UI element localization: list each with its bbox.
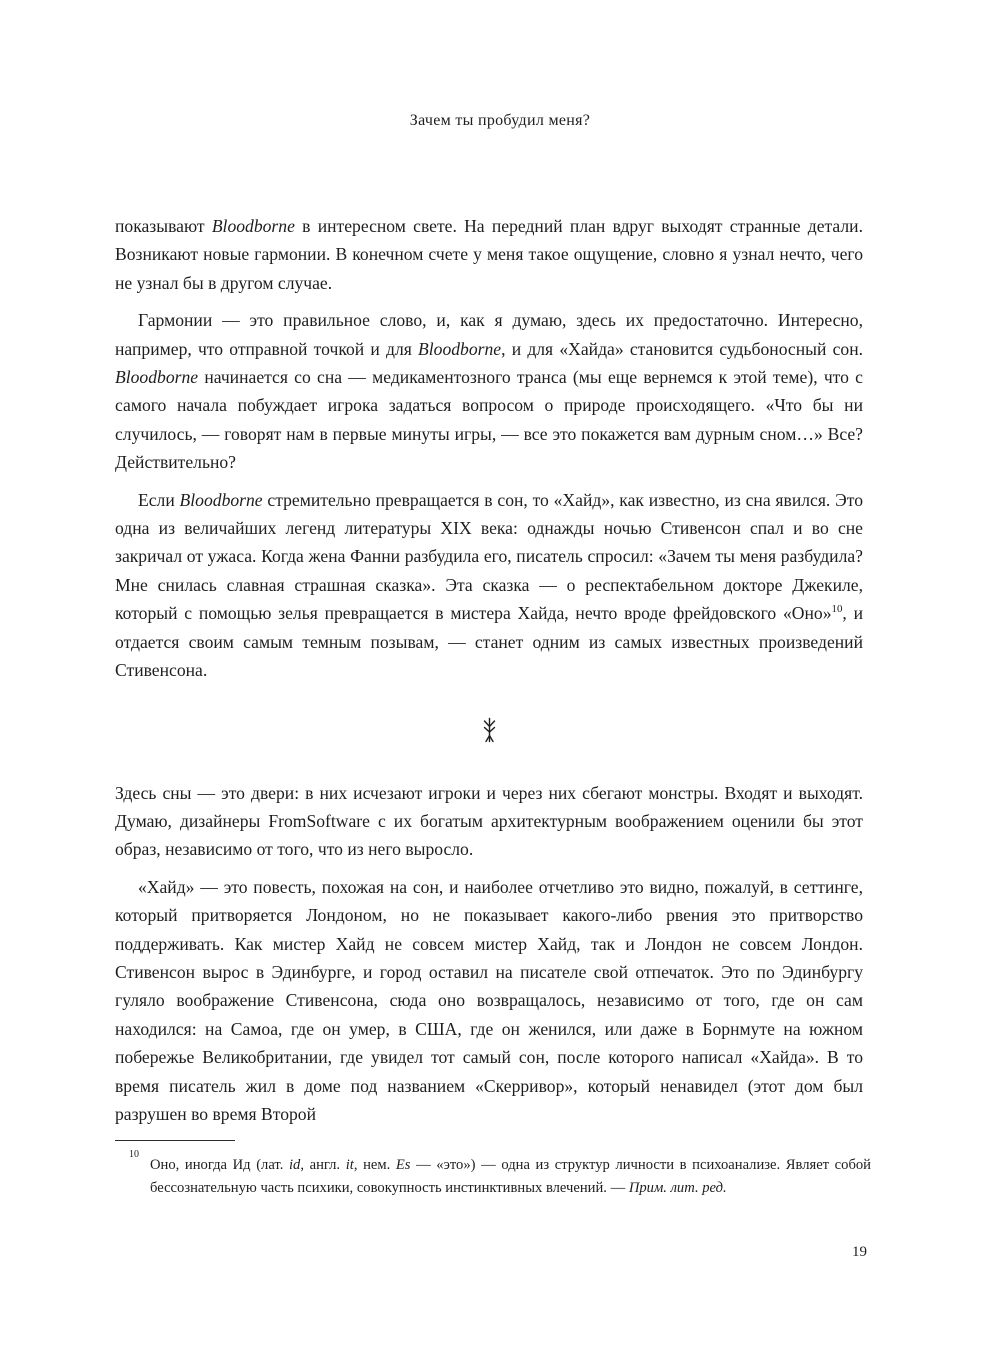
footnote-text: Оно, иногда Ид (лат. id, англ. it, нем. Es — «это») — одна из структур личности в психоанализе. Являет собой бессознательную часть психики, совокупность инстинктивных влечений. — Прим. лит. ред. [150, 1157, 871, 1196]
hunter-mark-ornament-icon [483, 717, 496, 743]
running-head: Зачем ты пробудил меня? [409, 112, 591, 129]
footnote: 10 Оно, иногда Ид (лат. id, англ. it, нем. Es — «это») — одна из структур личности в психоанализе. Являет собой бессознательную часть психики, совокупность инстинктивных влечений. — Прим. лит. ред. [129, 1149, 871, 1196]
paragraph: показывают Bloodborne в интересном свете. На передний план вдруг выходят странные детали. Возникают новые гармонии. В конечном счете у меня такое ощущение, словно я узнал нечто, чего не узнал бы в другом случае. [115, 216, 863, 293]
footnote-rule [115, 1140, 235, 1141]
paragraph: Гармонии — это правильное слово, и, как я думаю, здесь их предостаточно. Интересно, например, что отправной точкой и для Bloodborne, и для «Хайда» становится судьбоносный сон. Bloodborne начинается со сна — медикаментозного транса (мы еще вернемся к этой теме), что с самого начала побуждает игрока задаться вопросом о природе происходящего. «Что бы ни случилось, — говорят нам в первые минуты игры, — все это покажется вам дурным сном…» Все? Действительно? [115, 310, 864, 473]
paragraph: Если Bloodborne стремительно превращается в сон, то «Хайд», как известно, из сна явился. Это одна из величайших легенд литературы XIX века: однажды ночью Стивенсон спал и во сне закричал от ужаса. Когда жена Фанни разбудила его, писатель спросил: «Зачем ты меня разбудила? Мне снилась славная страшная сказка». Эта сказка — о респектабельном докторе Джекиле, который с помощью зелья превращается в мистера Хайда, нечто вроде фрейдовского «Оно»$^{10}$, и отдается своим самым темным позывам, — станет одним из самых известных произведений Стивенсона. [115, 489, 863, 681]
paragraph: Здесь сны — это двери: в них исчезают игроки и через них сбегают монстры. Входят и выходят. Думаю, дизайнеры FromSoftware с их богатым архитектурным воображением оценили бы этот образ, независимо от того, что из него выросло. [115, 782, 863, 860]
paragraph: «Хайд» — это повесть, похожая на сон, и наиболее отчетливо это видно, пожалуй, в сеттинге, который притворяется Лондоном, но не показывает какого-либо рвения это притворство поддерживать. Как мистер Хайд не совсем мистер Хайд, так и Лондон не совсем Лондон. Стивенсон вырос в Эдинбурге, и город оставил на писателе свой отпечаток. Это по Эдинбургу гуляло воображение Стивенсона, сюда оно возвращалось, независимо от того, где он сам находился: на Самоа, где он умер, в США, где он женился, или даже в Борнмуте на южном побережье Великобритании, где увидел тот самый сон, после которого написал «Хайда». В то время писатель жил в доме под названием «Скерривор», который ненавидел (этот дом был разрушен во время Второй [115, 876, 863, 1124]
body-text [115, 212, 863, 1137]
footnote-area [115, 1140, 871, 1199]
page-number: 19 [852, 1244, 867, 1260]
section-divider [115, 715, 863, 741]
